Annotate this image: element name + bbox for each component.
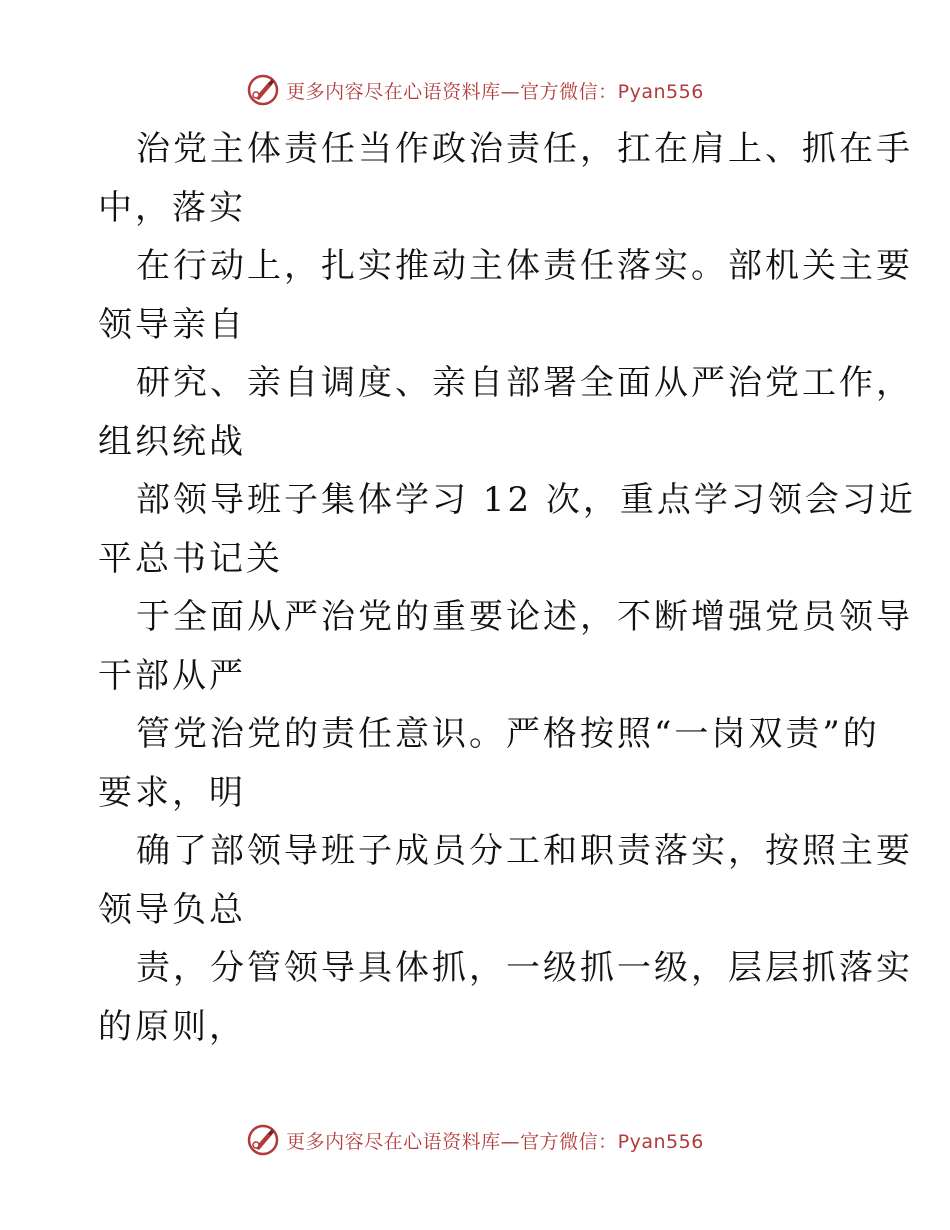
paragraph-line: 在行动上，扎实推动主体责任落实。部机关主要 bbox=[136, 246, 913, 286]
paragraph-line: 领导负总 bbox=[98, 889, 246, 930]
document-body bbox=[98, 120, 916, 1056]
paragraph-line: 治党主体责任当作政治责任，扛在肩上、抓在手 bbox=[136, 129, 913, 169]
footer-banner-text: 更多内容尽在心语资料库—官方微信：Pyan556 bbox=[286, 1130, 704, 1153]
paragraph bbox=[98, 120, 913, 237]
paragraph-line: 组织统战 bbox=[98, 421, 246, 462]
paragraph-line: 于全面从严治党的重要论述，不断增强党员领导 bbox=[136, 597, 913, 637]
paragraph-line: 研究、亲自调度、亲自部署全面从严治党工作， bbox=[136, 363, 913, 403]
paragraph-line: 领导亲自 bbox=[98, 304, 246, 345]
paragraph bbox=[98, 705, 880, 822]
paragraph-line: 的原则， bbox=[98, 1006, 246, 1047]
header-banner-text: 更多内容尽在心语资料库—官方微信：Pyan556 bbox=[286, 80, 704, 103]
paragraph bbox=[98, 939, 913, 1056]
pen-nib-logo-icon bbox=[246, 73, 280, 107]
paragraph-line: 确了部领导班子成员分工和职责落实，按照主要 bbox=[136, 831, 913, 871]
paragraph-line: 责，分管领导具体抓，一级抓一级，层层抓落实 bbox=[136, 948, 913, 988]
paragraph bbox=[98, 471, 916, 588]
paragraph-line: 部领导班子集体学习 12 次，重点学习领会习近 bbox=[136, 480, 916, 520]
paragraph-line: 平总书记关 bbox=[98, 538, 283, 579]
paragraph-line: 干部从严 bbox=[98, 655, 246, 696]
paragraph bbox=[98, 237, 913, 354]
paragraph bbox=[98, 354, 913, 471]
paragraph-line: 要求，明 bbox=[98, 772, 246, 813]
paragraph-line: 中，落实 bbox=[98, 187, 246, 228]
pen-nib-logo-icon bbox=[246, 1123, 280, 1157]
paragraph-line: 管党治党的责任意识。严格按照“一岗双责”的 bbox=[136, 714, 880, 754]
footer-watermark-banner bbox=[0, 1120, 950, 1160]
paragraph bbox=[98, 822, 913, 939]
paragraph bbox=[98, 588, 913, 705]
header-watermark-banner bbox=[0, 70, 950, 110]
